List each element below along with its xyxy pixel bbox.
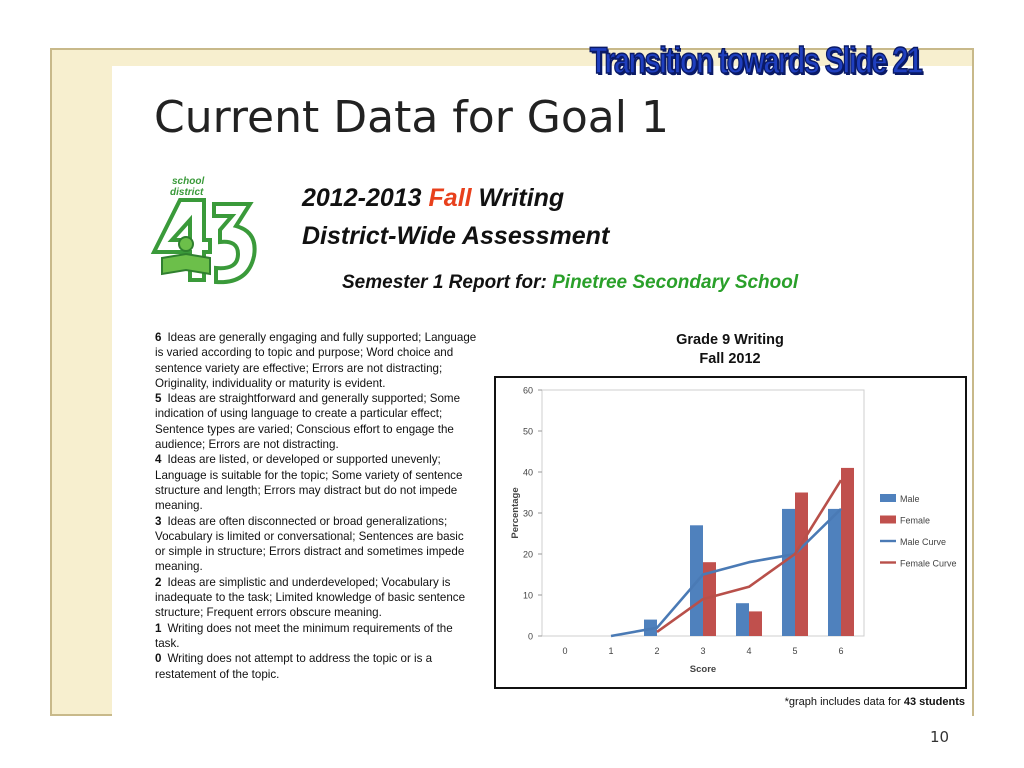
x-tick-label: 1 (608, 646, 614, 656)
scoring-rubric (155, 330, 477, 682)
x-axis-label: Score (689, 664, 717, 675)
report-subtitle (342, 272, 798, 294)
rubric-description: Ideas are simplistic and underdeveloped; Vocabulary is inadequate to the task; Limited knowledge of basic sentence structure; Frequent errors obscure meaning. (155, 575, 466, 620)
y-tick-label: 30 (522, 508, 533, 519)
rubric-score: 0 (155, 652, 162, 666)
rubric-level-1 (155, 621, 477, 652)
writing-score-chart (496, 378, 965, 687)
rubric-description: Ideas are straightforward and generally supported; Some indication of using language to create a particular effect; Sentence types are varied; Conscious effort to engage the audience; Errors are not distracting. (155, 392, 461, 452)
x-tick-label: 0 (562, 646, 568, 656)
footnote-text: *graph includes data for (784, 696, 901, 708)
legend-swatch-female (880, 516, 896, 524)
logo-book-icon (162, 254, 210, 274)
rubric-score: 3 (155, 514, 162, 528)
assessment-year: 2012-2013 (302, 184, 422, 212)
rubric-level-5 (155, 391, 477, 452)
assessment-title-line2: District-Wide Assessment (302, 222, 610, 250)
rubric-level-6 (155, 330, 477, 391)
legend-label: Male Curve (900, 537, 947, 547)
x-tick-label: 5 (792, 646, 798, 656)
banner-text: Transition towards Slide 21 (590, 40, 922, 81)
rubric-description: Ideas are often disconnected or broad generalizations; Vocabulary is limited or conversational; Sentences are basic or simple in structure; Errors distract and sometimes impede meaning. (155, 514, 465, 574)
rubric-description: Ideas are generally engaging and fully supported; Language is varied according to topic and purpose; Word choice and sentence variety are effective; Errors are not distracting; Originality, individuality or maturity is evident. (155, 331, 477, 390)
bar-female-score-4 (749, 611, 762, 636)
logo-lettering (170, 176, 204, 198)
logo-reader-head (179, 237, 193, 251)
chart-title-main: Grade 9 Writing (676, 332, 784, 348)
bar-female-score-6 (841, 468, 854, 636)
svg-text:district: district (170, 187, 204, 198)
district-logo (150, 170, 262, 292)
report-school: Pinetree Secondary School (552, 272, 799, 293)
bar-male-score-5 (782, 509, 795, 636)
rubric-score: 5 (155, 392, 162, 406)
rubric-level-4 (155, 452, 477, 513)
footnote-count: 43 students (903, 696, 965, 708)
rubric-score: 2 (155, 575, 162, 589)
svg-text:school: school (172, 176, 205, 187)
legend-label: Female (900, 515, 931, 526)
y-tick-label: 20 (522, 549, 533, 560)
x-tick-label: 4 (746, 646, 752, 656)
page-number: 10 (930, 728, 950, 746)
rubric-level-0 (155, 651, 477, 682)
y-axis-label: Percentage (510, 487, 521, 539)
y-tick-label: 50 (522, 426, 533, 437)
chart-footnote (680, 696, 965, 708)
rubric-score: 6 (155, 331, 162, 344)
x-tick-label: 3 (700, 646, 706, 656)
y-tick-label: 0 (527, 631, 533, 642)
assessment-season: Fall (428, 184, 472, 212)
assessment-title-line1 (302, 184, 564, 213)
y-tick-label: 40 (522, 467, 533, 478)
chart-subtitle: Fall 2012 (699, 351, 761, 367)
legend-swatch-male (880, 494, 896, 502)
transition-banner[interactable] (536, 32, 976, 90)
chart-container (494, 376, 967, 689)
bar-male-score-6 (828, 509, 841, 636)
legend-label: Male (900, 494, 920, 504)
bar-male-score-4 (736, 603, 749, 636)
rubric-description: Writing does not attempt to address the topic or is a restatement of the topic. (155, 652, 433, 681)
legend-label: Female Curve (900, 558, 957, 569)
y-tick-label: 60 (522, 385, 533, 396)
bar-female-score-5 (795, 493, 808, 637)
rubric-level-2 (155, 575, 477, 621)
assessment-subject: Writing (478, 184, 565, 212)
rubric-description: Ideas are listed, or developed or supported unevenly; Language is suitable for the topic; Some variety of sentence structure and length; Errors may distract but do not impede meaning. (155, 453, 463, 513)
y-tick-label: 10 (522, 590, 533, 601)
rubric-level-3 (155, 514, 477, 575)
page-title: Current Data for Goal 1 (154, 92, 669, 143)
chart-title (640, 331, 820, 369)
rubric-score: 4 (155, 453, 162, 467)
rubric-description: Writing does not meet the minimum requirements of the task. (155, 621, 453, 650)
x-tick-label: 6 (838, 646, 844, 656)
logo-three-shape (214, 204, 255, 282)
x-tick-label: 2 (654, 646, 660, 656)
rubric-score: 1 (155, 621, 162, 635)
report-label: Semester 1 Report for: (342, 272, 547, 293)
